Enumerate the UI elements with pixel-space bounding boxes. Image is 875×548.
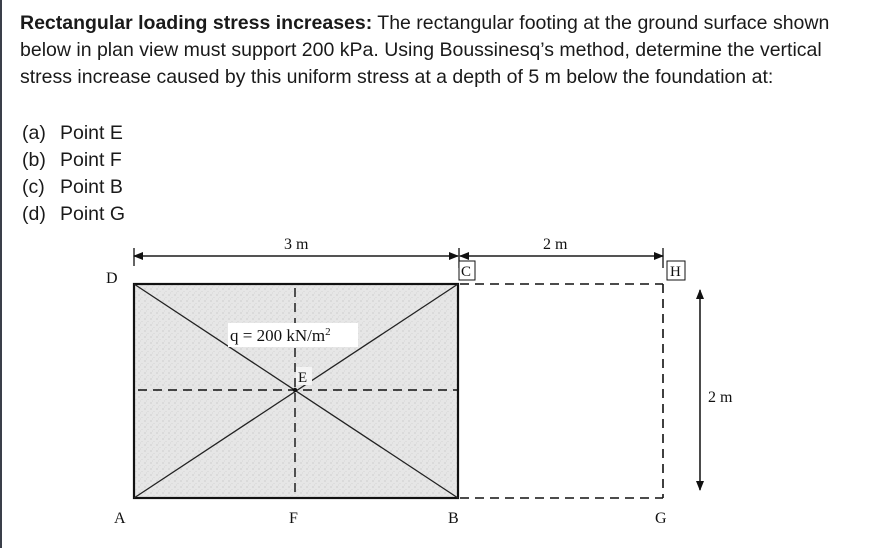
part-text: Point F — [60, 149, 122, 171]
point-h-label: H — [670, 264, 681, 280]
point-a-label: A — [114, 510, 126, 527]
dim-label-3m: 3 m — [284, 236, 309, 253]
point-d-label: D — [106, 270, 118, 287]
problem-body: The rectangular footing at the ground surface shown below in plan view must support 200 kPa. Using Boussinesq’s method, determine the vertical stress increase caused by this uniform stress at a depth of 5 m below the foundation at: — [20, 12, 830, 88]
part-text: Point B — [60, 176, 123, 198]
part-text: Point E — [60, 122, 123, 144]
point-g-label: G — [655, 510, 667, 527]
problem-title: Rectangular loading stress increases: — [20, 12, 373, 34]
point-f-label: F — [289, 510, 298, 527]
dim-label-2m-right: 2 m — [708, 389, 733, 406]
point-e-label: E — [298, 370, 308, 386]
part-label: (b) — [22, 149, 46, 171]
point-e-marker — [293, 388, 297, 392]
part-text: Point G — [60, 203, 126, 225]
part-label: (c) — [22, 176, 45, 198]
dim-label-2m-top: 2 m — [543, 236, 568, 253]
load-label: q = 200 $kN/m^2$ — [230, 326, 331, 345]
part-label: (d) — [22, 203, 46, 225]
point-b-label: B — [448, 510, 459, 527]
part-label: (a) — [22, 122, 46, 144]
point-c-label: C — [461, 264, 472, 280]
